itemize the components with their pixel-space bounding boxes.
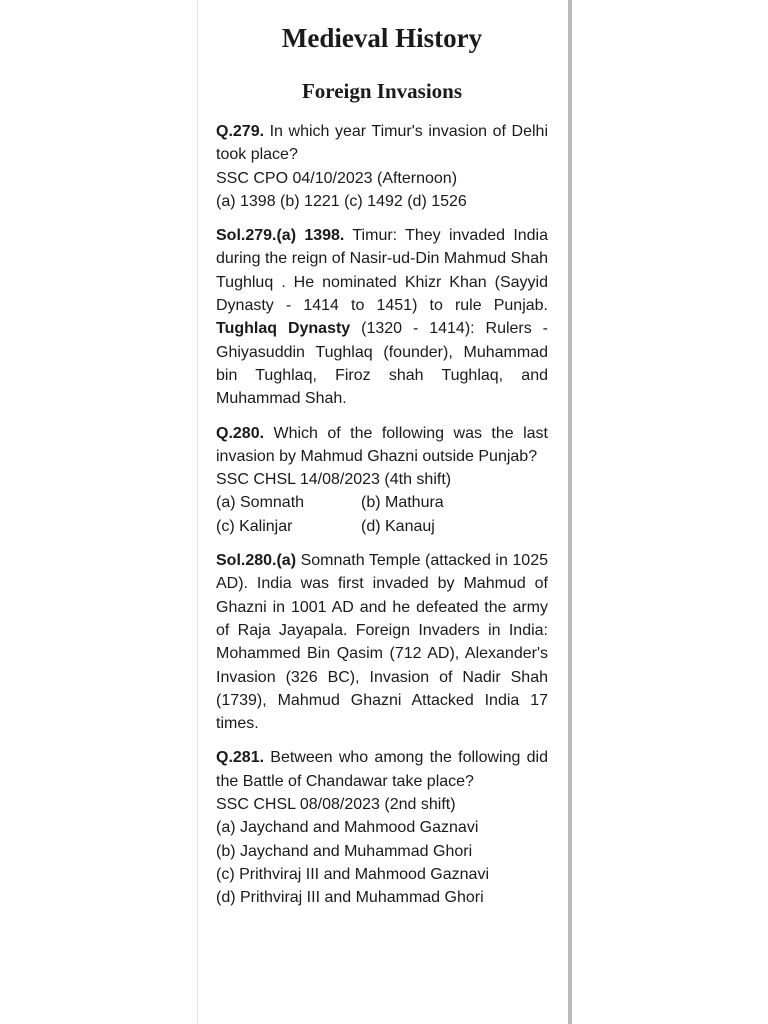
page-column [216,14,548,910]
question-279-number: Q.279. [216,123,265,140]
question-279-text [216,120,548,167]
question-280-exam: SSC CHSL 14/08/2023 (4th shift) [216,471,452,489]
question-279-body: In which year Timur's invasion of Delhi took place? [216,123,548,164]
question-280-options-row-1 [216,491,548,514]
question-279-options: (a) 1398 (b) 1221 (c) 1492 (d) 1526 [216,192,467,210]
question-281-exam: SSC CHSL 08/08/2023 (2nd shift) [216,796,456,814]
question-280-option-c: (c) Kalinjar [216,517,293,535]
question-280-text [216,422,548,469]
question-280-option-b: (b) Mathura [361,494,444,512]
solution-280-text: Somnath Temple (attacked in 1025 AD). India was first invaded by Mahmud of Ghazni in 1001 AD and he defeated the army of Raja Jayapala. Foreign Invaders in India: Mohammed Bin Qasim (712 AD), Alexander's Invasion (326 BC), Invasion of Nadir Shah (1739), Mahmud Ghazni Attacked India 17 times. [216,552,548,733]
question-281-option-d: (d) Prithviraj III and Muhammad Ghori [216,889,484,907]
question-280 [216,422,548,538]
solution-279-text-1: Timur: They invaded India during the reign of Nasir-ud-Din Mahmud Shah Tughluq . He nominated Khizr Khan (Sayyid Dynasty - 1414 to 1451) to rule Punjab. [216,227,549,315]
question-280-option-d: (d) Kanauj [361,517,435,535]
question-281-body: Between who among the following did the Battle of Chandawar take place? [216,749,548,790]
right-margin-rule [568,0,572,1024]
question-280-options-row-2 [216,515,548,538]
solution-279-bold-term: Tughlaq Dynasty [216,320,351,338]
question-280-number: Q.280. [216,424,265,442]
solution-279-label: Sol.279.(a) 1398. [216,227,345,245]
question-280-option-a: (a) Somnath [216,494,305,512]
solution-280 [216,549,548,735]
question-281-option-c: (c) Prithviraj III and Mahmood Gaznavi [216,865,489,883]
solution-280-label: Sol.280.(a) [216,552,297,570]
question-281 [216,746,548,909]
question-281-option-a: (a) Jaychand and Mahmood Gaznavi [216,819,479,837]
question-281-number: Q.281. [216,749,265,767]
question-280-body: Which of the following was the last invasion by Mahmud Ghazni outside Punjab? [216,424,548,465]
solution-279 [216,224,548,410]
page-title: Medieval History [281,23,483,53]
solution-279-text-2: (1320 - 1414): Rulers - Ghiyasuddin Tughlaq (founder), Muhammad bin Tughlaq, Firoz shah Tughlaq, and Muhammad Shah. [216,320,549,408]
question-281-option-b: (b) Jaychand and Muhammad Ghori [216,842,473,860]
section-subtitle: Foreign Invasions [301,79,463,103]
question-281-text [216,746,548,793]
question-279-exam: SSC CPO 04/10/2023 (Afternoon) [216,169,458,187]
left-margin-rule [197,0,198,1024]
question-279 [216,120,548,213]
